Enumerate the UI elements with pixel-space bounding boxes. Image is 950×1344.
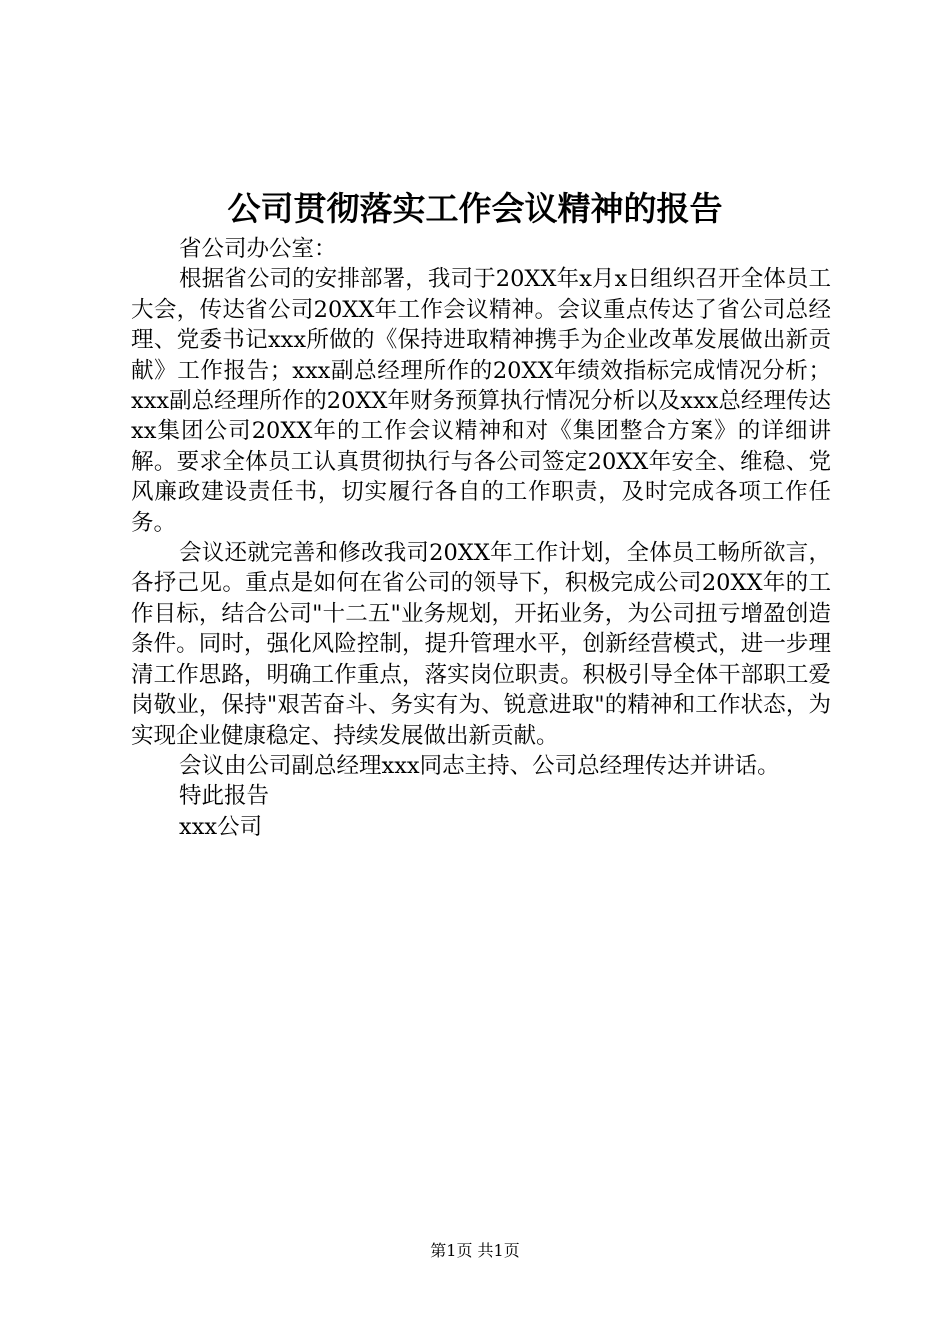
closing-line: 特此报告 xyxy=(179,783,270,810)
document-title: 公司贯彻落实工作会议精神的报告 xyxy=(227,189,723,228)
paragraph-2: 会议还就完善和修改我司20XX年工作计划，全体员工畅所欲言，各抒己见。重点是如何在省公司的领导下，积极完成公司20XX年的工作目标，结合公司"十二五"业务规划，开拓业务，为公司扭亏增盈创造条件。同时，强化风险控制，提升管理水平，创新经营模式，进一步理清工作思路，明确工作重点，落实岗位职责。积极引导全体干部职工爱岗敬业，保持"艰苦奋斗、务实有为、锐意进取"的精神和工作状态，为实现企业健康稳定、持续发展做出新贡献。 xyxy=(131,540,831,749)
paragraph-1: 根据省公司的安排部署，我司于20XX年x月x日组织召开全体员工大会，传达省公司20XX年工作会议精神。会议重点传达了省公司总经理、党委书记xxx所做的《保持进取精神携手为企业改革发展做出新贡献》工作报告；xxx副总经理所作的20XX年绩效指标完成情况分析；xxx副总经理所作的20XX年财务预算执行情况分析以及xxx总经理传达xx集团公司20XX年的工作会议精神和对《集团整合方案》的详细讲解。要求全体员工认真贯彻执行与各公司签定20XX年安全、维稳、党风廉政建设责任书，切实履行各自的工作职责，及时完成各项工作任务。 xyxy=(131,266,831,536)
signature: xxx公司 xyxy=(179,813,263,840)
document-body xyxy=(131,234,831,842)
salutation: 省公司办公室： xyxy=(179,236,337,262)
page-footer: 第1页 共1页 xyxy=(430,1241,520,1260)
paragraph-3: 会议由公司副总经理xxx同志主持、公司总经理传达并讲话。 xyxy=(179,752,780,779)
